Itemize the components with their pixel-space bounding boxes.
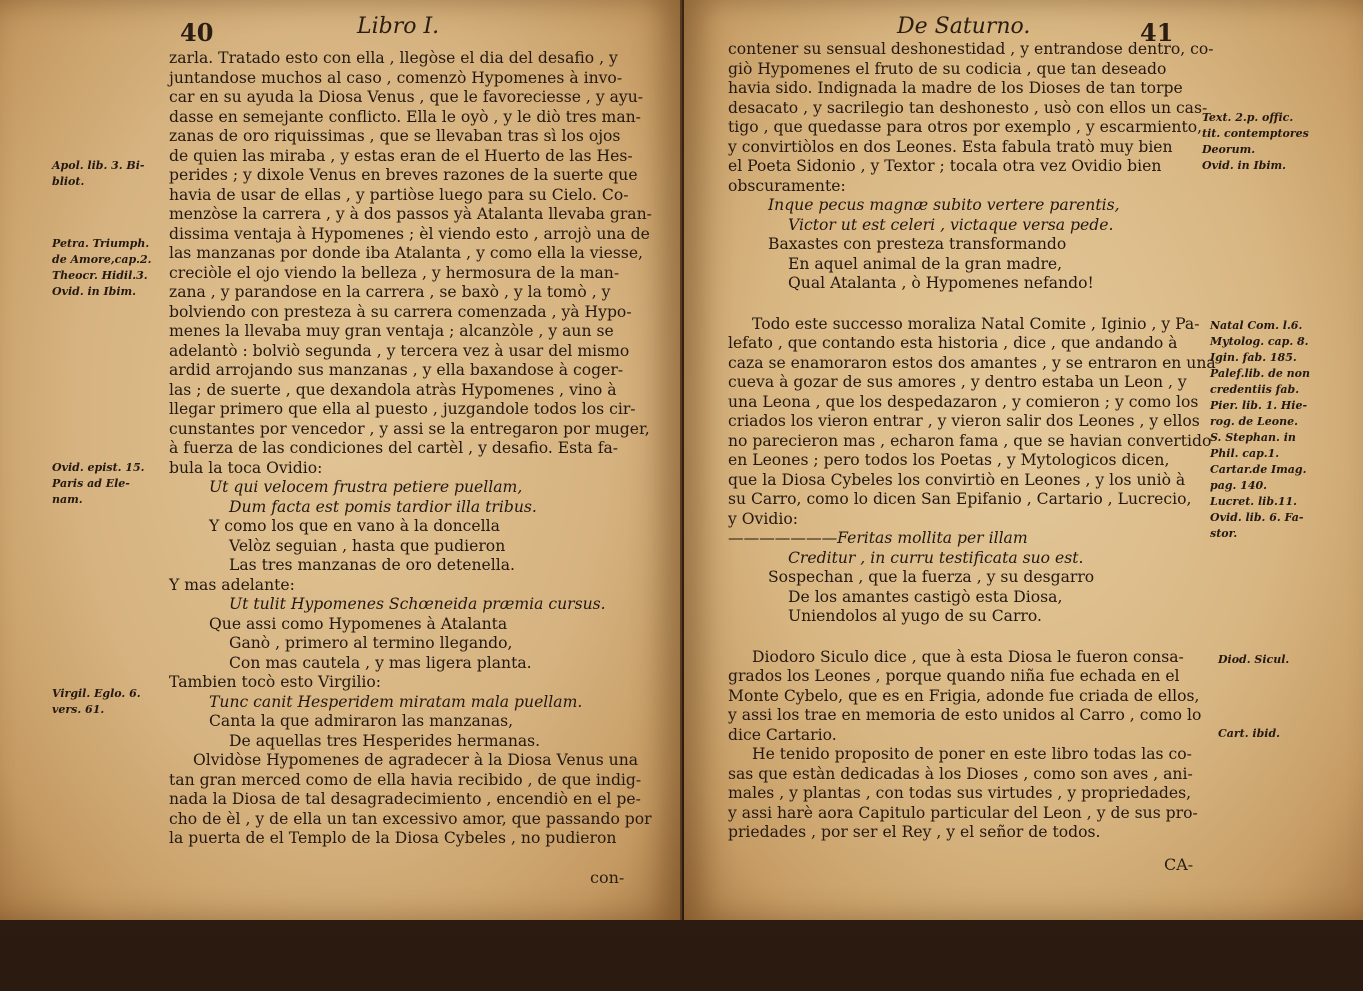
margin-note-line: bliot. [52,175,85,188]
text-line: Que assi como Hypomenes à Atalanta [209,614,508,633]
text-line: criados los vieron entrar , y vieron salir dos Leones , y ellos [728,412,1200,430]
text-line: una Leona , que los despedazaron , y comieron ; y como los [728,392,1199,411]
text-line: caza se enamoraron estos dos amantes , y se entraron en una [728,353,1216,372]
margin-note-line: pag. 140. [1210,479,1267,492]
text-line: cunstantes por vencedor , y assi se la entregaron por muger, [169,419,650,438]
text-line: Sospechan , que la fuerza , y su desgarro [768,568,1095,586]
right-margin-note [1218,726,1280,742]
text-line: y assi los trae en memoria de esto unidos al Carro , como lo [728,706,1202,724]
text-line: Ganò , primero al termino llegando, [229,634,513,652]
text-line: la puerta de el Templo de la Diosa Cybeles , no pudieron [169,829,617,847]
text-line: Monte Cybelo, que es en Frigia, adonde fue criada de ellos, [728,686,1200,705]
margin-note-line: Lucret. lib.11. [1210,495,1297,508]
text-line: Velòz seguian , hasta que pudieron [229,536,506,555]
margin-note-line: rog. de Leone. [1210,415,1298,428]
margin-note-line: Pier. lib. 1. Hie- [1210,399,1308,412]
text-line: Todo este successo moraliza Natal Comite , Iginio , y Pa- [752,314,1200,333]
text-line: havia sido. Indignada la madre de los Dioses de tan torpe [728,79,1183,97]
text-line: Inque pecus magnæ subito vertere parentis, [768,196,1120,214]
text-line: zarla. Tratado esto con ella , llegòse el dia del desafio , y [169,49,618,67]
margin-note-line: Petra. Triumph. [52,237,150,250]
left-page-number: 40 [180,18,214,47]
text-line: En aquel animal de la gran madre, [788,254,1063,273]
text-line: Ut qui velocem frustra petiere puellam, [209,478,523,496]
margin-note-line: Paris ad Ele- [52,477,130,490]
text-line: sas que estàn dedicadas à los Dioses , como son aves , ani- [728,764,1193,783]
margin-note-line: Mytolog. cap. 8. [1210,335,1309,348]
text-line: en Leones ; pero todos los Poetas , y Mytologicos dicen, [728,451,1170,469]
text-line: Y como los que en vano à la doncella [209,517,500,535]
text-line: desacato , y sacrilegio tan deshonesto , usò con ellos un cas- [728,98,1208,117]
left-body-text [169,49,652,849]
text-line: que la Diosa Cybeles los convirtiò en Leones , y los uniò à [728,470,1186,489]
text-line: Diodoro Siculo dice , que à esta Diosa le fueron consa- [752,647,1184,666]
text-line [728,294,1208,315]
text-line: Victor ut est celeri , victaque versa pede. [788,215,1114,234]
left-page [0,0,682,920]
right-margin-note [1210,318,1310,542]
margin-note-line: credentiis fab. [1210,383,1300,396]
text-line: juntandose muchos al caso , comenzò Hypomenes à invo- [169,68,623,87]
left-margin-note [52,686,141,718]
right-body-text [728,40,1216,843]
margin-note-line: Igin. fab. 185. [1210,351,1297,364]
right-catchword: CA- [1164,855,1194,874]
text-line: bolviendo con presteza à su carrera comenzada , yà Hypo- [169,302,632,321]
text-line: Olvidòse Hypomenes de agradecer à la Diosa Venus una [193,751,639,769]
text-line: dasse en semejante conflicto. Ella le oyò , y le diò tres man- [169,107,641,126]
text-line: adelantò : bolviò segunda , y tercera vez à usar del mismo [169,341,630,360]
text-line: Dum facta est pomis tardior illa tribus. [229,497,537,516]
margin-note-line: Ovid. in Ibim. [52,285,136,298]
text-line: cho de èl , y de ella un tan excessivo amor, que passando por [169,809,652,828]
text-line: Tambien tocò esto Virgilio: [169,673,382,691]
text-line: car en su ayuda la Diosa Venus , que le favoreciesse , y ayu- [169,88,644,106]
margin-note-line: tit. contemptores [1202,127,1309,140]
margin-note-line: S. Stephan. in [1210,431,1296,444]
text-line: tigo , que quedasse para otros por exemplo , y escarmiento, [728,118,1203,136]
text-line: las ; de suerte , que dexandola atràs Hypomenes , vino à [169,380,617,399]
right-margin-note [1218,652,1289,668]
text-line: y convirtiòlos en dos Leones. Esta fabula tratò muy bien [728,137,1173,156]
text-line: no parecieron mas , echaron fama , que se havian convertido [728,431,1212,450]
text-line: Uniendolos al yugo de su Carro. [788,607,1042,625]
margin-note-line: Ovid. epist. 15. [52,461,145,474]
text-line: males , y plantas , con todas sus virtudes , y propriedades, [728,784,1192,802]
text-line: He tenido proposito de poner en este libro todas las co- [752,745,1192,763]
margin-note-line: de Amore,cap.2. [52,253,152,266]
text-line: creciòle el ojo viendo la belleza , y hermosura de la man- [169,263,620,282]
margin-note-line: Virgil. Eglo. 6. [52,687,141,700]
margin-note-line: nam. [52,493,83,506]
right-running-header: De Saturno. [897,14,1031,39]
text-line [728,627,1208,648]
left-margin-note [52,460,144,508]
left-margin-note [52,236,151,300]
text-line: llegar primero que ella al puesto , juzgandole todos los cir- [169,400,636,418]
text-line: Las tres manzanas de oro detenella. [229,556,516,574]
text-line: Tunc canit Hesperidem miratam mala puellam. [209,692,583,711]
right-margin-note [1202,110,1309,174]
margin-note-line: Cartar.de Imag. [1210,463,1307,476]
text-line: Ut tulit Hypomenes Schœneida præmia cursus. [229,595,606,613]
text-line: las manzanas por donde iba Atalanta , y como ella la viesse, [169,244,644,262]
text-line: priedades , por ser el Rey , y el señor de todos. [728,823,1101,841]
text-line: Y mas adelante: [169,575,295,594]
text-line: menes la llevaba muy gran ventaja ; alcanzòle , y aun se [169,322,614,340]
text-line: y assi harè aora Capitulo particular del Leon , y de sus pro- [728,803,1198,822]
margin-note-line: Theocr. Hidil.3. [52,269,148,282]
text-line: Baxastes con presteza transformando [768,235,1067,253]
text-line: lefato , que contando esta historia , dice , que andando à [728,334,1178,352]
text-line: Qual Atalanta , ò Hypomenes nefando! [788,274,1094,292]
margin-note-line: Palef.lib. de non [1210,367,1311,380]
text-line: Creditur , in curru testificata suo est. [788,548,1084,567]
text-line: De aquellas tres Hesperides hermanas. [229,731,541,750]
text-line: zana , y parandose en la carrera , se baxò , y la tomò , y [169,283,611,301]
margin-note-line: Ovid. lib. 6. Fa- [1210,511,1304,524]
text-line: ———————Feritas mollita per illam [728,529,1028,547]
text-line: contener su sensual deshonestidad , y entrandose dentro, co- [728,40,1214,58]
text-line: dice Cartario. [728,725,837,744]
text-line: Con mas cautela , y mas ligera planta. [229,653,532,672]
text-line: perides ; y dixole Venus en breves razones de la suerte que [169,166,638,184]
left-catchword: con- [590,868,625,887]
margin-note-line: vers. 61. [52,703,105,716]
text-line: menzòse la carrera , y à dos passos yà Atalanta llevaba gran- [169,205,652,223]
text-line: Canta la que admiraron las manzanas, [209,712,514,730]
text-line: el Poeta Sidonio , y Textor ; tocala otra vez Ovidio bien [728,157,1162,175]
left-margin-note [52,158,144,190]
margin-note-line: Diod. Sicul. [1218,653,1290,666]
text-line: obscuramente: [728,176,846,195]
margin-note-line: Ovid. in Ibim. [1202,159,1286,172]
right-page-number: 41 [1140,18,1174,47]
text-line: bula la toca Ovidio: [169,458,323,477]
margin-note-line: Deorum. [1202,143,1256,156]
text-line: cueva à gozar de sus amores , y dentro estaba un Leon , y [728,373,1187,391]
text-line: De los amantes castigò esta Diosa, [788,587,1063,606]
margin-note-line: Text. 2.p. offic. [1202,111,1294,124]
text-line: havia de usar de ellas , y partiòse luego para su Cielo. Co- [169,185,629,204]
margin-note-line: Apol. lib. 3. Bi- [52,159,145,172]
text-line: su Carro, como lo dicen San Epifanio , Cartario , Lucrecio, [728,490,1192,508]
text-line: giò Hypomenes el fruto de su codicia , que tan deseado [728,59,1167,78]
margin-note-line: Cart. ibid. [1218,727,1280,740]
text-line: tan gran merced como de ella havia recibido , de que indig- [169,770,642,789]
margin-note-line: Natal Com. l.6. [1210,319,1303,332]
text-line: à fuerza de las condiciones del cartèl , y desafio. Esta fa- [169,439,619,457]
text-line: y Ovidio: [728,509,798,528]
text-line: grados los Leones , porque quando niña fue echada en el [728,667,1180,685]
margin-note-line: stor. [1210,527,1238,540]
text-line: de quien las miraba , y estas eran de el Huerto de las Hes- [169,146,633,165]
text-line: nada la Diosa de tal desagradecimiento , encendiò en el pe- [169,790,641,808]
text-line: ardid arrojando sus manzanas , y ella baxandose à coger- [169,361,624,379]
margin-note-line: Phil. cap.1. [1210,447,1280,460]
text-line: zanas de oro riquissimas , que se llevaban tras sì los ojos [169,127,621,145]
text-line: dissima ventaja à Hypomenes ; èl viendo esto , arrojò una de [169,224,650,243]
right-page [684,0,1363,920]
left-running-header: Libro I. [357,14,440,39]
